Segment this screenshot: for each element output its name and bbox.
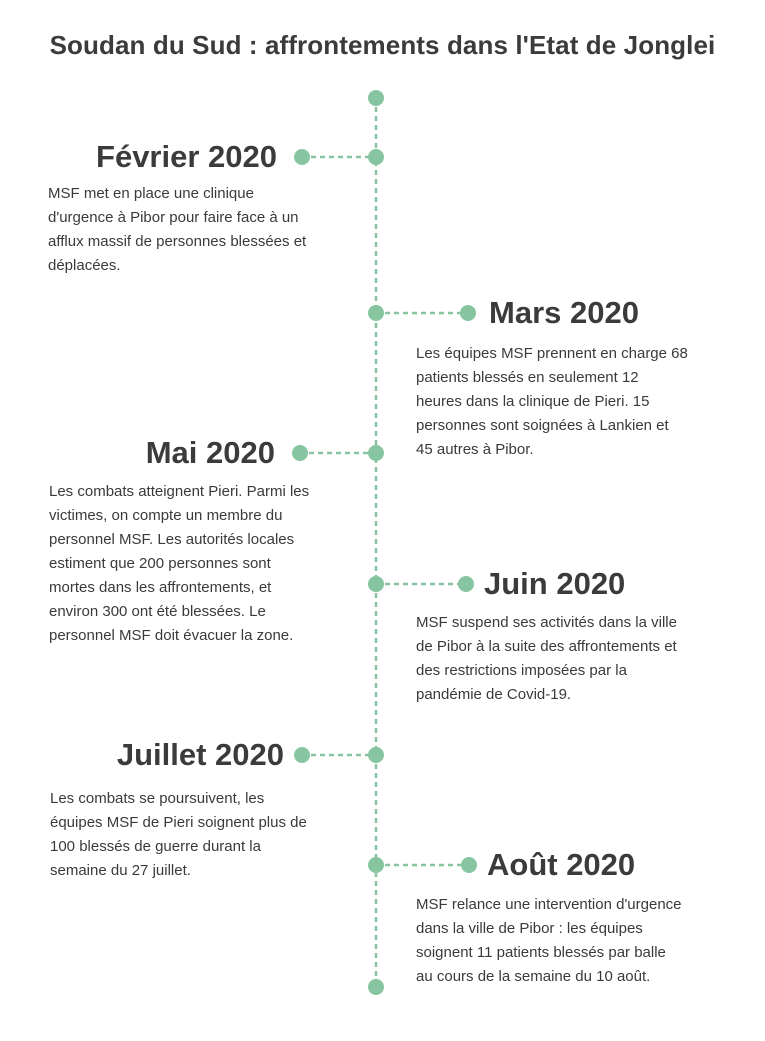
event-date-juillet: Juillet 2020 — [116, 737, 284, 772]
event-text-juillet: Les combats se poursuivent, les équipes MSF de Pieri soignent plus de 100 blessés de guerre durant la semaine du 27 juillet. — [50, 790, 307, 879]
event-date-mai: Mai 2020 — [145, 435, 275, 470]
label-dot — [294, 747, 310, 763]
label-dot — [294, 149, 310, 165]
event-text-mars: Les équipes MSF prennent en charge 68 patients blessés en seulement 12 heures dans la clinique de Pieri. 15 personnes sont soignées à Lankien et 45 autres à Pibor. — [416, 345, 688, 458]
timeline-node — [368, 149, 384, 165]
event-text-juin: MSF suspend ses activités dans la ville de Pibor à la suite des affrontements et des restrictions imposées par la pandémie de Covid-19. — [416, 614, 677, 703]
timeline-node — [368, 747, 384, 763]
event-date-mars: Mars 2020 — [489, 295, 639, 330]
timeline-node — [368, 576, 384, 592]
connector-fevrier — [294, 149, 384, 165]
event-text-mai: Les combats atteignent Pieri. Parmi les victimes, on compte un membre du personnel MSF. Les autorités locales estiment que 200 personnes sont mortes dans les affrontements, et environ 300 ont été blessées. Le personnel MSF doit évacuer la zone. — [49, 483, 310, 644]
connector-juillet — [294, 747, 384, 763]
event-date-aout: Août 2020 — [487, 847, 636, 882]
connector-mars — [368, 305, 476, 321]
label-dot — [460, 305, 476, 321]
connector-aout — [368, 857, 477, 873]
event-date-fevrier: Février 2020 — [96, 139, 277, 174]
connector-juin — [368, 576, 474, 592]
label-dot — [292, 445, 308, 461]
page-title: Soudan du Sud : affrontements dans l'Etat de Jonglei — [49, 30, 716, 60]
label-dot — [461, 857, 477, 873]
timeline-end-dot — [368, 979, 384, 995]
label-dot — [458, 576, 474, 592]
timeline-node — [368, 305, 384, 321]
event-text-aout: MSF relance une intervention d'urgence dans la ville de Pibor : les équipes soignent 11 patients blessés par balle au cours de la semaine du 10 août. — [416, 896, 682, 985]
connector-mai — [292, 445, 384, 461]
timeline-start-dot — [368, 90, 384, 106]
event-text-fevrier: MSF met en place une clinique d'urgence à Pibor pour faire face à un afflux massif de personnes blessées et déplacées. — [48, 185, 307, 274]
event-date-juin: Juin 2020 — [484, 566, 626, 601]
timeline-node — [368, 445, 384, 461]
timeline-node — [368, 857, 384, 873]
